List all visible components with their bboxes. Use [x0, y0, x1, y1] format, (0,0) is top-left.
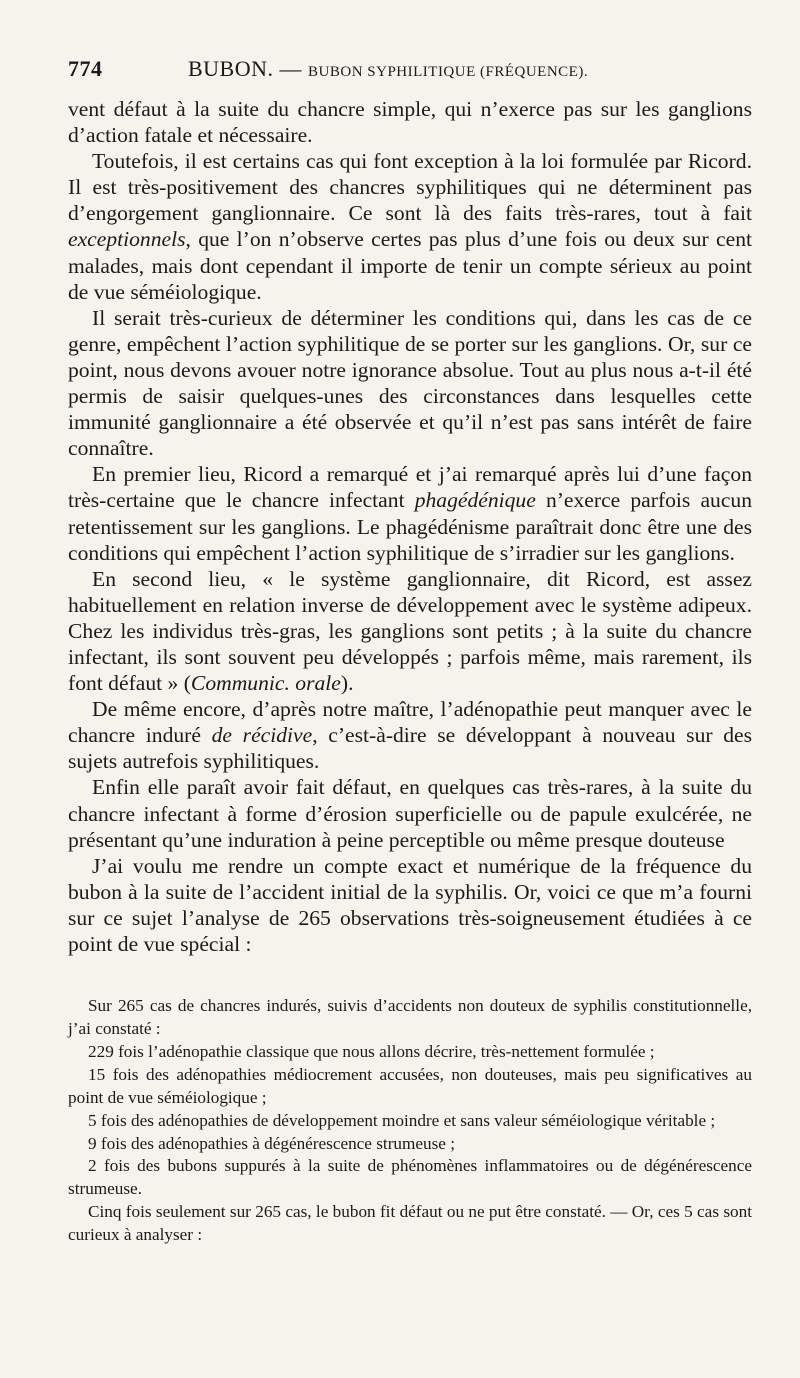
paragraph-8: J’ai voulu me rendre un compte exact et numérique de la fréquence du bubon à la suite de l’accident initial de la syphilis. Or, voici ce que m’a fourni sur ce sujet l’analyse de 265 observations très-soigneusement étudiées à ce point de vue spécial :: [68, 853, 752, 956]
paragraph-2: [68, 148, 752, 305]
note-intro: Sur 265 cas de chancres indurés, suivis d’accidents non douteux de syphilis constitutionnelle, j’ai constaté :: [68, 996, 752, 1038]
paragraph-5: [68, 566, 752, 696]
paragraph-3: Il serait très-curieux de déterminer les conditions qui, dans les cas de ce genre, empêchent l’action syphilitique de se porter sur les ganglions. Or, sur ce point, nous devons avouer notre ignorance absolue. Tout au plus nous a-t-il été permis de saisir quelques-unes des circonstances dans lesquelles cette immunité ganglionnaire a été observée et qu’il n’est pas sans intérêt de faire connaître.: [68, 305, 752, 461]
running-title-main: BUBON.: [188, 56, 274, 81]
paragraph-2-part-b: , que l’on n’observe certes pas plus d’une fois ou deux sur cent malades, mais dont cependant il importe de tenir un compte sérieux au point de vue séméiologique.: [68, 227, 752, 304]
paragraph-4: [68, 461, 752, 565]
note-item-15: 15 fois des adénopathies médiocrement accusées, non douteuses, mais peu significatives au point de vue séméiologique ;: [68, 1064, 752, 1107]
running-title-separator: —: [273, 56, 309, 81]
main-text: [68, 96, 752, 957]
paragraph-5-part-b: ).: [340, 671, 354, 696]
note-conclusion: Cinq fois seulement sur 265 cas, le bubon fit défaut ou ne put être constaté. — Or, ces 5 cas sont curieux à analyser :: [68, 1202, 752, 1245]
paragraph-4-part-b: n’exerce parfois aucun retentissement sur les ganglions. Le phagédénisme paraîtrait donc être une des conditions qui empêchent l’action syphilitique de s’irradier sur les ganglions.: [68, 488, 753, 565]
paragraph-4-emphasis: phagédénique: [414, 488, 536, 513]
note-item-9: 9 fois des adénopathies à dégénérescence strumeuse ;: [88, 1133, 455, 1153]
paragraph-6: [68, 696, 752, 774]
paragraph-6-emphasis: de récidive: [211, 723, 313, 748]
note-item-5: 5 fois des adénopathies de développement moindre et sans valeur séméiologique véritable ;: [88, 1110, 716, 1130]
page-number: 774: [68, 56, 103, 81]
paragraph-2-emphasis: exceptionnels: [68, 227, 186, 252]
paragraph-6-part-a: De même encore, d’après notre maître, l’adénopathie peut manquer avec le chancre induré: [68, 697, 752, 748]
paragraph-5-part-a: En second lieu, « le système ganglionnaire, dit Ricord, est assez habituellement en relation inverse de développement avec le système adipeux. Chez les individus très-gras, les ganglions sont petits ; à la suite du chancre infectant, ils sont souvent peu développés ; parfois même, mais rarement, ils font défaut » (: [68, 566, 752, 696]
running-title-sub: BUBON SYPHILITIQUE (FRÉQUENCE).: [308, 64, 589, 80]
running-title: [188, 56, 752, 82]
paragraph-7: Enfin elle paraît avoir fait défaut, en quelques cas très-rares, à la suite du chancre infectant à forme d’érosion superficielle ou de papule exulcérée, ne présentant qu’une induration à peine perceptible ou même presque douteuse: [68, 775, 752, 852]
paragraph-4-part-a: En premier lieu, Ricord a remarqué et j’ai remarqué après lui d’une façon très-certaine que le chancre infectant: [68, 462, 752, 513]
statistics-notes: [68, 995, 752, 1247]
note-item-2: 2 fois des bubons suppurés à la suite de phénomènes inflammatoires ou de dégénérescence strumeuse.: [68, 1156, 752, 1199]
paragraph-2-part-a: Toutefois, il est certains cas qui font exception à la loi formulée par Ricord. Il est très-positivement des chancres syphilitiques qui ne déterminent pas d’engorgement ganglionnaire. Ce sont là des faits très-rares, tout à fait: [68, 149, 752, 226]
paragraph-5-emphasis: Communic. orale: [190, 671, 341, 696]
note-item-229: 229 fois l’adénopathie classique que nous allons décrire, très-nettement formulée ;: [88, 1041, 655, 1061]
paragraph-1: vent défaut à la suite du chancre simple, qui n’exerce pas sur les ganglions d’action fatale et nécessaire.: [68, 97, 752, 148]
running-header: [68, 56, 752, 96]
paragraph-6-part-b: , c’est-à-dire se développant à nouveau sur des sujets autrefois syphilitiques.: [68, 723, 752, 774]
